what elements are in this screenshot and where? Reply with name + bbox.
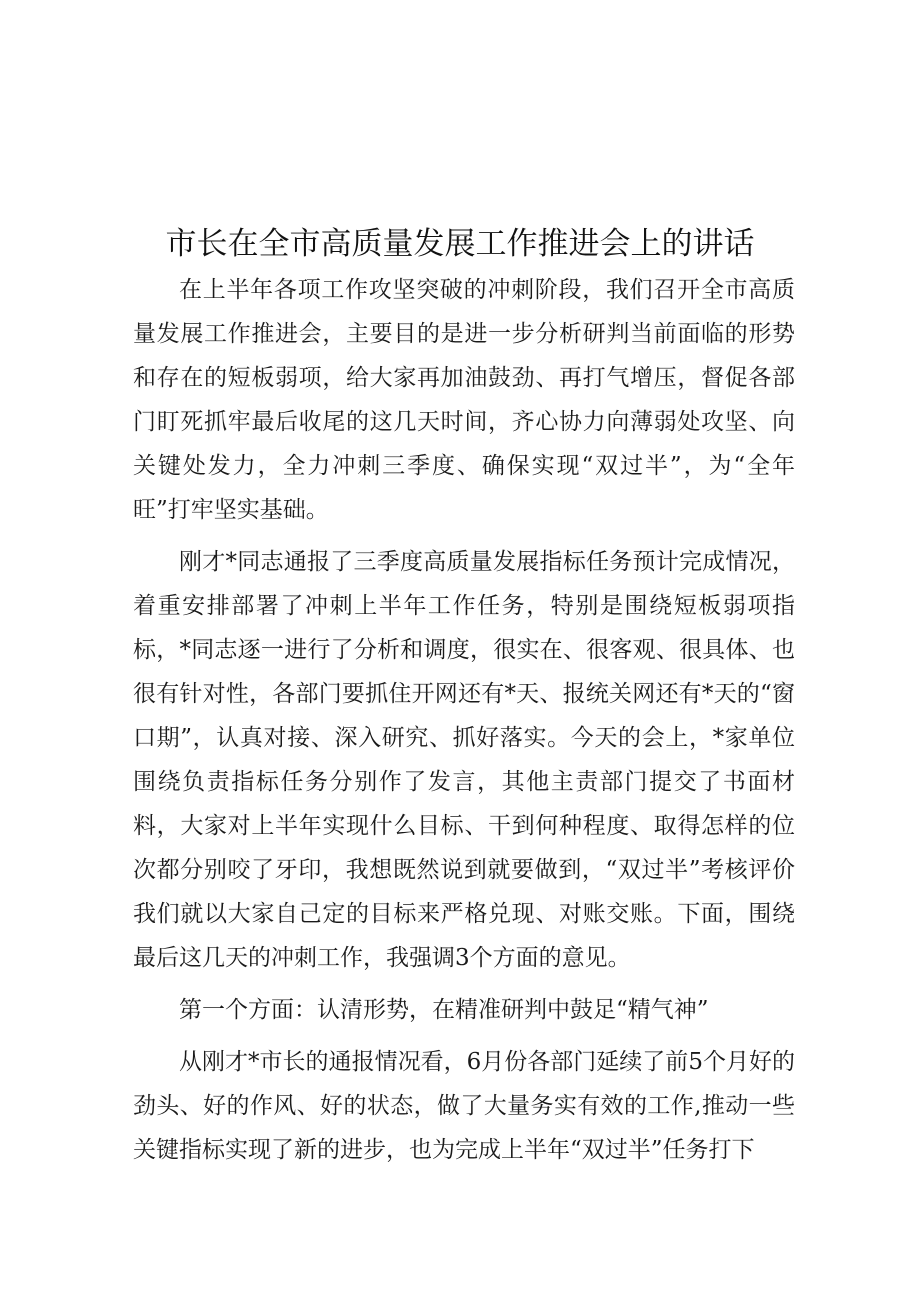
- paragraph-review: 刚才*同志通报了三季度高质量发展指标任务预计完成情况，着重安排部署了冲刺上半年工作任务，特别是围绕短板弱项指标，*同志逐一进行了分析和调度，很实在、很客观、很具体、也很有针对性，各部门要抓住开网还有*天、报统关网还有*天的“窗口期”，认真对接、深入研究、抓好落实。今天的会上，*家单位围绕负责指标任务分别作了发言，其他主责部门提交了书面材料，大家对上半年实现什么目标、干到何种程度、取得怎样的位次都分别咬了牙印，我想既然说到就要做到，“双过半”考核评价我们就以大家自己定的目标来严格兑现、对账交账。下面，围绕最后这几天的冲刺工作，我强调3个方面的意见。: [133, 549, 795, 971]
- document-body: [133, 268, 795, 1180]
- paragraph-situation: 从刚才*市长的通报情况看，6月份各部门延续了前5个月好的劲头、好的作风、好的状态，做了大量务实有效的工作,推动一些关键指标实现了新的进步，也为完成上半年“双过半”任务打下: [133, 1049, 795, 1163]
- paragraph-intro: 在上半年各项工作攻坚突破的冲刺阶段，我们召开全市高质量发展工作推进会，主要目的是进一步分析研判当前面临的形势和存在的短板弱项，给大家再加油鼓劲、再打气增压，督促各部门盯死抓牢最后收尾的这几天时间，齐心协力向薄弱处攻坚、向关键处发力，全力冲刺三季度、确保实现“双过半”，为“全年旺”打牢坚实基础。: [133, 277, 795, 523]
- document-title: 市长在全市高质量发展工作推进会上的讲话: [165, 226, 755, 262]
- section-heading-first: 第一个方面：认清形势，在精准研判中鼓足“精气神”: [179, 997, 709, 1023]
